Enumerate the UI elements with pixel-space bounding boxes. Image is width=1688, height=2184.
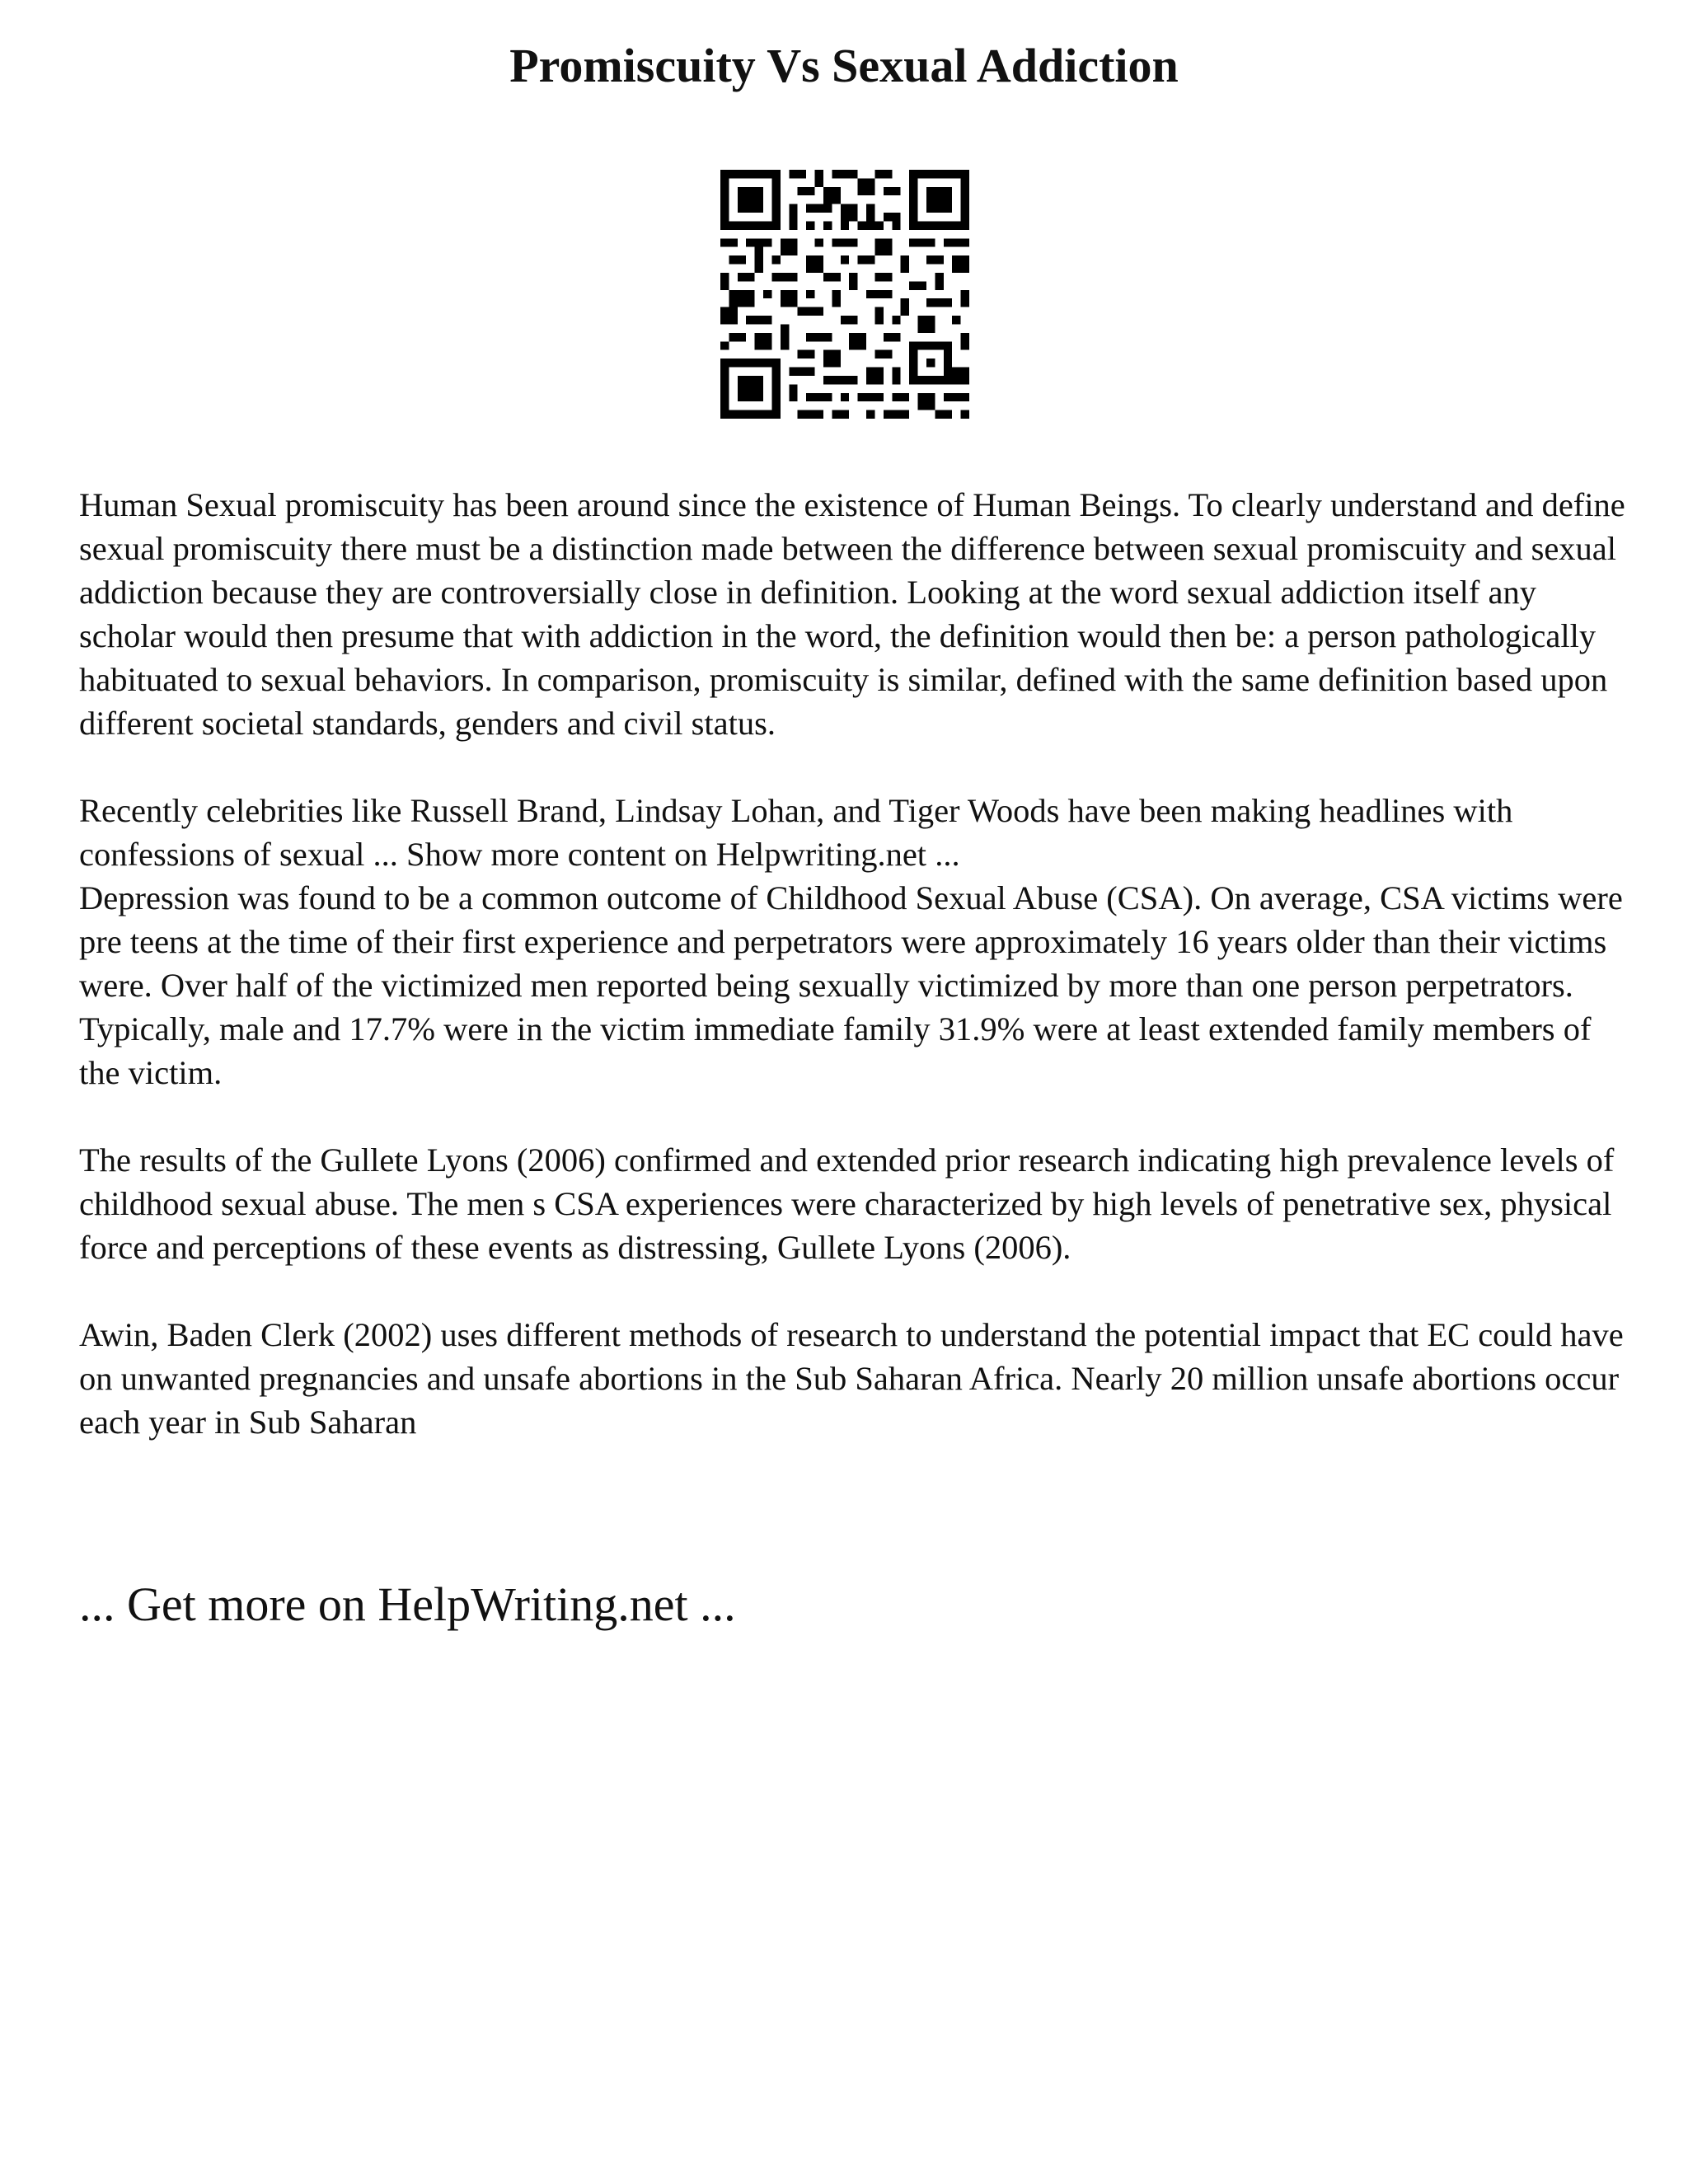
- paragraph-intro: Human Sexual promiscuity has been around since the existence of Human Beings. To clearly understand and define sexual promiscuity there must be a distinction made between the difference between sexual promiscuity and sexual addiction because they are controversially close in definition. Looking at the word sexual addiction itself any scholar would then presume that with addiction in the word, the definition would then be: a person pathologically habituated to sexual behaviors. In comparison, promiscuity is similar, defined with the same definition based upon different societal standards, genders and civil status.: [79, 486, 1625, 742]
- paragraph-celebrities: Recently celebrities like Russell Brand, Lindsay Lohan, and Tiger Woods have been making headlines with confessions of sexual ... Show more content on Helpwriting.net ...: [79, 792, 1513, 873]
- paragraph-depression: Depression was found to be a common outcome of Childhood Sexual Abuse (CSA). On average, CSA victims were pre teens at the time of their first experience and perpetrators were approximately 16 years older than their victims were. Over half of the victimized men reported being sexually victimized by more than one person perpetrators. Typically, male and 17.7% were in the victim immediate family 31.9% were at least extended family members of the victim.: [79, 879, 1623, 1091]
- qr-code-icon: [720, 170, 969, 419]
- page-title: Promiscuity Vs Sexual Addiction: [509, 39, 1179, 92]
- paragraph-awin-baden: Awin, Baden Clerk (2002) uses different methods of research to understand the potential impact that EC could have on unwanted pregnancies and unsafe abortions in the Sub Saharan Africa. Nearly 20 million unsafe abortions occur each year in Sub Saharan: [79, 1316, 1624, 1441]
- article-body: [79, 483, 1629, 1444]
- paragraph-gullete-lyons: The results of the Gullete Lyons (2006) confirmed and extended prior research indicating high prevalence levels of childhood sexual abuse. The men s CSA experiences were characterized by high levels of penetrative sex, physical force and perceptions of these events as distressing, Gullete Lyons (2006).: [79, 1141, 1615, 1266]
- get-more-link[interactable]: ... Get more on HelpWriting.net ...: [79, 1577, 736, 1631]
